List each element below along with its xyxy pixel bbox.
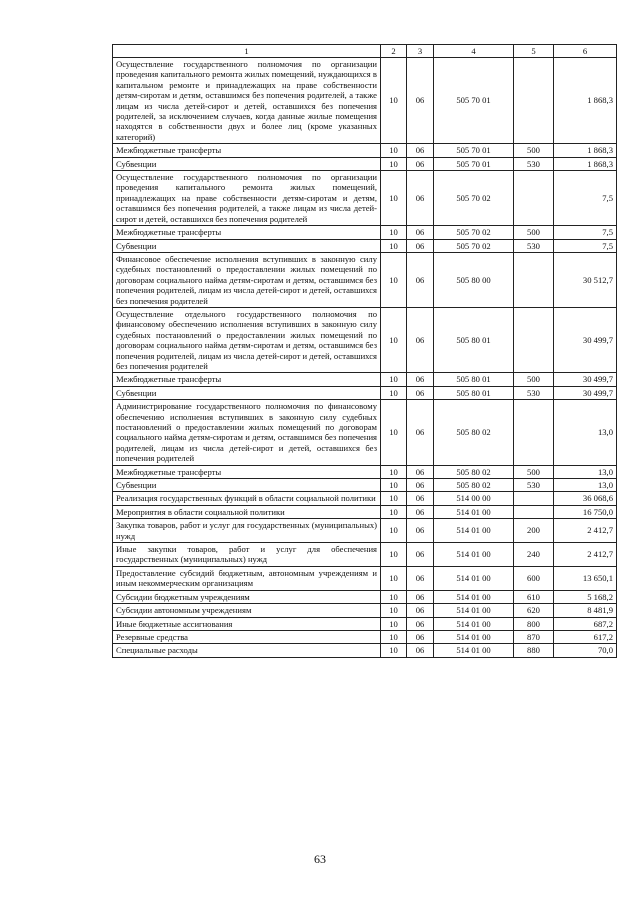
row-section-cell: 10 [381,543,407,567]
row-amount-cell: 1 868,3 [554,58,617,144]
row-expense-type-cell [514,505,554,518]
row-name-cell: Субвенции [113,239,381,252]
table-row [113,644,617,657]
row-expense-type-cell: 500 [514,465,554,478]
header-col-2: 2 [381,45,407,58]
row-subsection-cell: 06 [407,400,434,465]
header-col-6: 6 [554,45,617,58]
header-col-3: 3 [407,45,434,58]
table-row [113,465,617,478]
row-target-code-cell: 514 01 00 [434,566,514,590]
row-name-cell: Закупка товаров, работ и услуг для государственных (муниципальных) нужд [113,519,381,543]
row-amount-cell: 2 412,7 [554,519,617,543]
table-row [113,604,617,617]
table-row [113,543,617,567]
row-expense-type-cell: 600 [514,566,554,590]
table-row [113,58,617,144]
table-row [113,590,617,603]
row-target-code-cell: 505 80 02 [434,479,514,492]
row-amount-cell: 36 068,6 [554,492,617,505]
row-section-cell: 10 [381,157,407,170]
row-name-cell: Субсидии автономным учреждениям [113,604,381,617]
row-subsection-cell: 06 [407,617,434,630]
table-row [113,226,617,239]
row-subsection-cell: 06 [407,307,434,372]
row-target-code-cell: 505 70 01 [434,157,514,170]
row-amount-cell: 687,2 [554,617,617,630]
row-name-cell: Межбюджетные трансферты [113,226,381,239]
row-target-code-cell: 514 01 00 [434,604,514,617]
row-name-cell: Иные закупки товаров, работ и услуг для обеспечения государственных (муниципальных) нужд [113,543,381,567]
row-amount-cell: 13 650,1 [554,566,617,590]
row-subsection-cell: 06 [407,505,434,518]
table-row [113,307,617,372]
row-subsection-cell: 06 [407,479,434,492]
row-section-cell: 10 [381,590,407,603]
row-expense-type-cell: 500 [514,226,554,239]
row-amount-cell: 2 412,7 [554,543,617,567]
row-amount-cell: 30 499,7 [554,373,617,386]
row-name-cell: Реализация государственных функций в области социальной политики [113,492,381,505]
row-section-cell: 10 [381,144,407,157]
row-expense-type-cell: 240 [514,543,554,567]
row-target-code-cell: 505 80 02 [434,400,514,465]
row-name-cell: Финансовое обеспечение исполнения вступивших в законную силу судебных постановлений о предоставлении жилых помещений по договорам социального найма детям-сиротам и детям, оставшимся без попечения родителей, лицам из числа детей-сирот и детей, оставшихся без попечения родителей [113,252,381,307]
row-subsection-cell: 06 [407,171,434,226]
row-subsection-cell: 06 [407,239,434,252]
row-amount-cell: 30 499,7 [554,386,617,399]
row-target-code-cell: 514 01 00 [434,519,514,543]
row-expense-type-cell: 530 [514,157,554,170]
row-name-cell: Иные бюджетные ассигнования [113,617,381,630]
header-col-1: 1 [113,45,381,58]
row-target-code-cell: 505 70 02 [434,171,514,226]
row-expense-type-cell: 530 [514,386,554,399]
row-subsection-cell: 06 [407,543,434,567]
row-subsection-cell: 06 [407,144,434,157]
row-amount-cell: 30 499,7 [554,307,617,372]
row-section-cell: 10 [381,239,407,252]
row-expense-type-cell: 500 [514,144,554,157]
row-target-code-cell: 505 70 02 [434,239,514,252]
row-subsection-cell: 06 [407,644,434,657]
row-subsection-cell: 06 [407,58,434,144]
table-row [113,505,617,518]
row-name-cell: Резервные средства [113,630,381,643]
row-section-cell: 10 [381,400,407,465]
row-subsection-cell: 06 [407,157,434,170]
row-section-cell: 10 [381,630,407,643]
row-target-code-cell: 505 80 01 [434,373,514,386]
header-col-5: 5 [514,45,554,58]
row-name-cell: Межбюджетные трансферты [113,373,381,386]
row-amount-cell: 13,0 [554,400,617,465]
header-col-4: 4 [434,45,514,58]
row-section-cell: 10 [381,519,407,543]
row-expense-type-cell: 200 [514,519,554,543]
row-expense-type-cell [514,252,554,307]
row-expense-type-cell: 800 [514,617,554,630]
row-subsection-cell: 06 [407,566,434,590]
row-name-cell: Субсидии бюджетным учреждениям [113,590,381,603]
table-row [113,630,617,643]
table-row [113,252,617,307]
row-target-code-cell: 514 01 00 [434,543,514,567]
row-expense-type-cell: 880 [514,644,554,657]
row-name-cell: Субвенции [113,479,381,492]
row-amount-cell: 7,5 [554,226,617,239]
row-expense-type-cell [514,58,554,144]
table-row [113,144,617,157]
row-target-code-cell: 514 01 00 [434,630,514,643]
row-subsection-cell: 06 [407,465,434,478]
table-row [113,519,617,543]
row-expense-type-cell [514,492,554,505]
budget-table [112,44,617,658]
row-section-cell: 10 [381,617,407,630]
row-section-cell: 10 [381,465,407,478]
table-row [113,566,617,590]
row-target-code-cell: 505 80 02 [434,465,514,478]
row-section-cell: 10 [381,58,407,144]
row-amount-cell: 30 512,7 [554,252,617,307]
row-name-cell: Мероприятия в области социальной политики [113,505,381,518]
row-amount-cell: 7,5 [554,171,617,226]
table-row [113,157,617,170]
row-section-cell: 10 [381,226,407,239]
row-expense-type-cell: 530 [514,239,554,252]
row-section-cell: 10 [381,505,407,518]
row-name-cell: Осуществление государственного полномочия по организации проведения капитального ремонта жилых помещений, нуждающихся в капитальном ремонте и принадлежащих на праве собственности детям-сиротам и детям, оставшимся без попечения родителей, а также лицам из числа детей-сирот и детей, оставшихся без попечения родителей, за исключением случаев, когда данные жилые помещения находятся в собственности двух и более лиц (кроме указанных категорий) [113,58,381,144]
row-section-cell: 10 [381,479,407,492]
row-section-cell: 10 [381,566,407,590]
row-subsection-cell: 06 [407,373,434,386]
row-target-code-cell: 514 01 00 [434,590,514,603]
row-name-cell: Специальные расходы [113,644,381,657]
row-subsection-cell: 06 [407,386,434,399]
page-number: 63 [314,852,326,866]
row-amount-cell: 1 868,3 [554,157,617,170]
row-section-cell: 10 [381,171,407,226]
header-row [113,45,617,58]
row-amount-cell: 70,0 [554,644,617,657]
row-name-cell: Межбюджетные трансферты [113,465,381,478]
row-section-cell: 10 [381,307,407,372]
table-row [113,171,617,226]
row-section-cell: 10 [381,386,407,399]
row-target-code-cell: 505 70 01 [434,58,514,144]
row-expense-type-cell [514,307,554,372]
table-body [113,58,617,658]
row-target-code-cell: 505 80 01 [434,386,514,399]
table-row [113,400,617,465]
row-target-code-cell: 505 80 00 [434,252,514,307]
row-section-cell: 10 [381,492,407,505]
row-amount-cell: 7,5 [554,239,617,252]
row-amount-cell: 13,0 [554,479,617,492]
row-name-cell: Субвенции [113,386,381,399]
row-amount-cell: 8 481,9 [554,604,617,617]
row-subsection-cell: 06 [407,590,434,603]
table-row [113,386,617,399]
row-target-code-cell: 505 70 01 [434,144,514,157]
row-name-cell: Осуществление государственного полномочия по организации проведения капитального ремонта жилых помещений, принадлежащих на праве собственности детям-сиротам и детям, оставшимся без попечения родителей, а также лицам из числа детей-сирот и детей, оставшихся без попечения родителей [113,171,381,226]
row-expense-type-cell: 530 [514,479,554,492]
row-target-code-cell: 505 80 01 [434,307,514,372]
row-expense-type-cell: 870 [514,630,554,643]
row-target-code-cell: 514 01 00 [434,644,514,657]
table-row [113,373,617,386]
row-subsection-cell: 06 [407,492,434,505]
row-section-cell: 10 [381,252,407,307]
row-target-code-cell: 505 70 02 [434,226,514,239]
row-expense-type-cell [514,171,554,226]
table-row [113,617,617,630]
row-target-code-cell: 514 01 00 [434,505,514,518]
row-amount-cell: 13,0 [554,465,617,478]
row-expense-type-cell: 610 [514,590,554,603]
row-subsection-cell: 06 [407,630,434,643]
row-name-cell: Межбюджетные трансферты [113,144,381,157]
table-row [113,239,617,252]
row-expense-type-cell: 620 [514,604,554,617]
row-amount-cell: 5 168,2 [554,590,617,603]
row-subsection-cell: 06 [407,252,434,307]
row-subsection-cell: 06 [407,604,434,617]
row-name-cell: Предоставление субсидий бюджетным, автономным учреждениям и иным некоммерческим организациям [113,566,381,590]
row-section-cell: 10 [381,644,407,657]
row-expense-type-cell: 500 [514,373,554,386]
row-section-cell: 10 [381,373,407,386]
row-name-cell: Администрирование государственного полномочия по финансовому обеспечению исполнения вступивших в законную силу судебных постановлений о предоставлении жилых помещений по договорам социального найма детям-сиротам и детям, оставшимся без попечения родителей, лицам из числа детей-сирот и детей, оставшихся без попечения родителей [113,400,381,465]
row-section-cell: 10 [381,604,407,617]
row-amount-cell: 617,2 [554,630,617,643]
table-row [113,492,617,505]
row-amount-cell: 16 750,0 [554,505,617,518]
row-subsection-cell: 06 [407,226,434,239]
row-amount-cell: 1 868,3 [554,144,617,157]
row-subsection-cell: 06 [407,519,434,543]
row-target-code-cell: 514 00 00 [434,492,514,505]
row-target-code-cell: 514 01 00 [434,617,514,630]
row-expense-type-cell [514,400,554,465]
row-name-cell: Субвенции [113,157,381,170]
table-row [113,479,617,492]
row-name-cell: Осуществление отдельного государственного полномочия по финансовому обеспечению исполнения вступивших в законную силу судебных постановлений о предоставлении жилых помещений по договорам социального найма детям-сиротам и детям, оставшимся без попечения родителей, лицам из числа детей-сирот и детей, оставшихся без попечения родителей [113,307,381,372]
